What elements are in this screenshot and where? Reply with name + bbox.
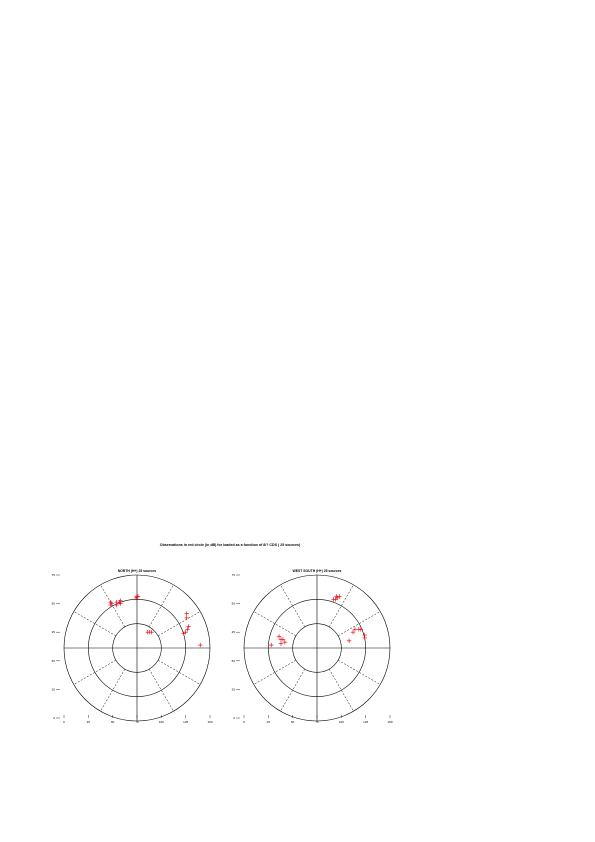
- x-tick-label: 75: [135, 720, 139, 724]
- y-tick-label: 25: [51, 687, 55, 692]
- x-tick-label: 0: [63, 720, 65, 724]
- x-tick-label: 50: [110, 720, 115, 724]
- figure-title: Observations in red circle (in dB) for loaded as a function of 8/? CDS ( 25 sources): [159, 543, 301, 547]
- x-tick-label: 150: [387, 720, 393, 724]
- plot-title-west-south: WEST SOUTH (H+) 25 sources: [292, 569, 342, 573]
- x-tick-label: 0: [243, 720, 245, 724]
- y-tick-label: 0: [53, 716, 55, 720]
- x-tick-label: 25: [86, 720, 91, 724]
- y-tick-label: 75: [51, 573, 55, 577]
- y-tick-label: 50: [231, 601, 235, 606]
- y-tick-label: 75: [231, 573, 235, 577]
- y-tick-label: 50: [231, 658, 235, 663]
- x-tick-label: 125: [363, 720, 369, 724]
- y-tick-label: 0: [233, 716, 235, 720]
- x-tick-label: 100: [338, 720, 344, 724]
- y-tick-label: 25: [231, 630, 235, 635]
- y-tick-label: 50: [51, 601, 55, 606]
- x-tick-label: 50: [290, 720, 295, 724]
- x-tick-label: 75: [315, 720, 319, 724]
- y-tick-label: 50: [51, 658, 55, 663]
- x-tick-label: 125: [183, 720, 189, 724]
- y-tick-label: 25: [231, 687, 235, 692]
- y-tick-label: 25: [51, 630, 55, 635]
- x-tick-label: 150: [207, 720, 213, 724]
- x-tick-label: 25: [266, 720, 271, 724]
- x-tick-label: 100: [158, 720, 164, 724]
- plot-title-north: NORTH (H+) 25 sources: [117, 569, 157, 573]
